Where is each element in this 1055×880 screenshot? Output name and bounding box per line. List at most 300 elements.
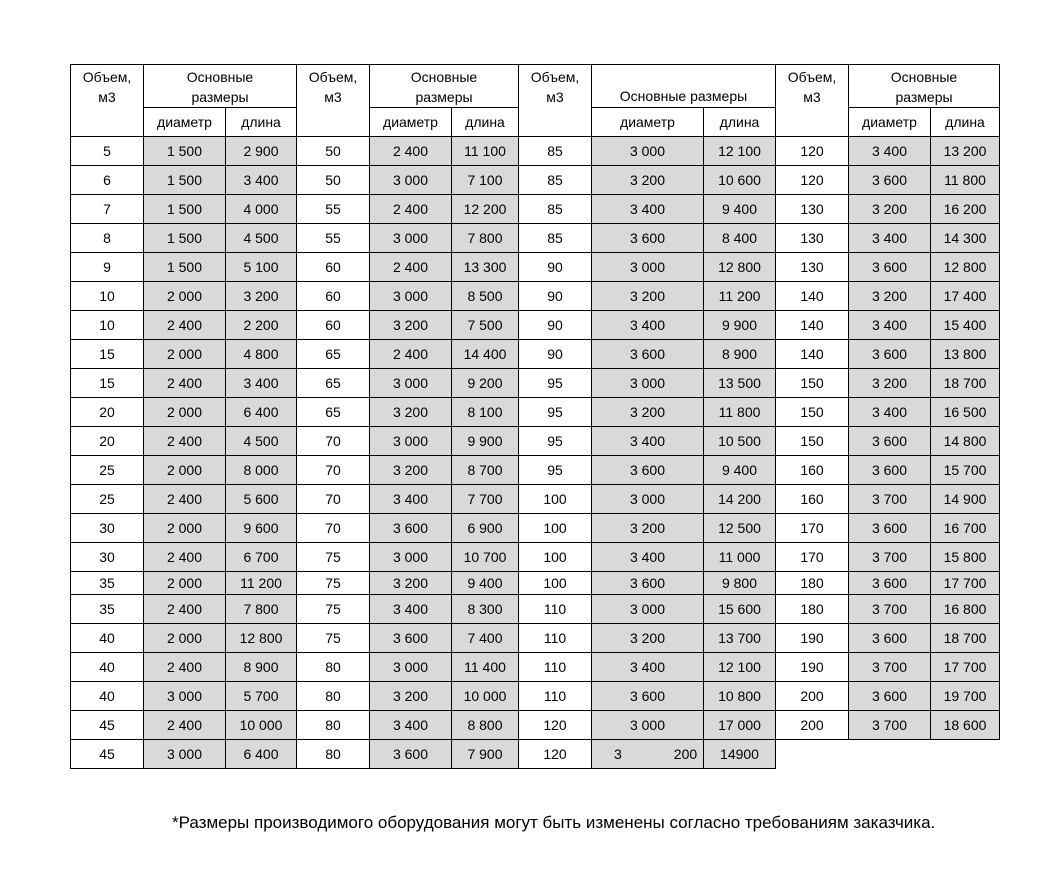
diameter-cell: 3 200 bbox=[849, 282, 931, 311]
volume-cell: 110 bbox=[519, 653, 592, 682]
volume-cell: 10 bbox=[71, 311, 144, 340]
table-row bbox=[71, 195, 1000, 224]
volume-cell: 100 bbox=[519, 485, 592, 514]
diameter-cell: 3 700 bbox=[849, 485, 931, 514]
volume-cell: 95 bbox=[519, 427, 592, 456]
header-main-sizes: Основные размеры bbox=[849, 65, 1000, 108]
volume-cell: 70 bbox=[297, 514, 370, 543]
length-cell: 18 700 bbox=[931, 624, 1000, 653]
diameter-cell: 3 000 bbox=[370, 653, 452, 682]
volume-cell: 170 bbox=[776, 543, 849, 572]
diameter-cell: 3 400 bbox=[370, 711, 452, 740]
volume-cell: 60 bbox=[297, 282, 370, 311]
diameter-cell: 3 600 bbox=[849, 514, 931, 543]
volume-cell: 95 bbox=[519, 456, 592, 485]
table-row bbox=[71, 682, 1000, 711]
table-row bbox=[71, 740, 1000, 769]
length-cell: 4 500 bbox=[226, 427, 297, 456]
volume-cell: 110 bbox=[519, 682, 592, 711]
length-cell: 11 800 bbox=[931, 166, 1000, 195]
length-cell: 12 800 bbox=[226, 624, 297, 653]
length-cell: 16 800 bbox=[931, 595, 1000, 624]
header-volume: Объем, м3 bbox=[519, 65, 592, 137]
dimensions-table bbox=[70, 64, 1000, 769]
header-length: длина bbox=[931, 108, 1000, 137]
volume-cell: 150 bbox=[776, 369, 849, 398]
length-cell: 8 400 bbox=[704, 224, 776, 253]
diameter-cell: 3 400 bbox=[849, 398, 931, 427]
length-cell: 7 100 bbox=[452, 166, 519, 195]
volume-cell: 75 bbox=[297, 624, 370, 653]
length-cell: 17 700 bbox=[931, 653, 1000, 682]
volume-cell: 85 bbox=[519, 195, 592, 224]
table-row bbox=[71, 514, 1000, 543]
diameter-cell: 3 600 bbox=[849, 572, 931, 595]
volume-cell: 170 bbox=[776, 514, 849, 543]
diameter-cell: 3 600 bbox=[592, 682, 704, 711]
diameter-cell: 2 400 bbox=[144, 485, 226, 514]
volume-cell: 90 bbox=[519, 253, 592, 282]
table-row bbox=[71, 253, 1000, 282]
diameter-cell: 3 200 bbox=[370, 311, 452, 340]
diameter-cell: 3 200 bbox=[592, 624, 704, 653]
length-cell: 2 900 bbox=[226, 137, 297, 166]
volume-cell: 100 bbox=[519, 543, 592, 572]
diameter-cell: 3 400 bbox=[592, 543, 704, 572]
empty-cell bbox=[849, 740, 931, 769]
diameter-cell: 3 000 bbox=[592, 595, 704, 624]
volume-cell: 120 bbox=[776, 166, 849, 195]
length-cell: 8 900 bbox=[226, 653, 297, 682]
volume-cell: 20 bbox=[71, 427, 144, 456]
header-volume: Объем, м3 bbox=[776, 65, 849, 137]
length-cell: 6 700 bbox=[226, 543, 297, 572]
diameter-cell: 3 600 bbox=[592, 340, 704, 369]
length-cell: 12 200 bbox=[452, 195, 519, 224]
length-cell: 15 400 bbox=[931, 311, 1000, 340]
diameter-cell: 3 600 bbox=[592, 456, 704, 485]
diameter-cell: 3 600 bbox=[592, 224, 704, 253]
diameter-cell: 2 000 bbox=[144, 456, 226, 485]
length-cell: 17 000 bbox=[704, 711, 776, 740]
diameter-cell: 3 000 bbox=[592, 485, 704, 514]
diameter-cell: 3 000 bbox=[370, 282, 452, 311]
diameter-cell: 3 700 bbox=[849, 595, 931, 624]
diameter-cell: 3 000 bbox=[144, 740, 226, 769]
footnote: *Размеры производимого оборудования могут быть изменены согласно требованиям заказчика. bbox=[172, 813, 936, 832]
length-cell: 4 800 bbox=[226, 340, 297, 369]
volume-cell: 90 bbox=[519, 282, 592, 311]
volume-cell: 85 bbox=[519, 166, 592, 195]
diameter-cell: 2 400 bbox=[370, 340, 452, 369]
diameter-cell: 3 000 bbox=[370, 369, 452, 398]
volume-cell: 85 bbox=[519, 137, 592, 166]
length-cell: 6 900 bbox=[452, 514, 519, 543]
diameter-cell: 2 400 bbox=[144, 427, 226, 456]
diameter-cell: 3 400 bbox=[370, 485, 452, 514]
volume-cell: 95 bbox=[519, 398, 592, 427]
volume-cell: 70 bbox=[297, 485, 370, 514]
volume-cell: 55 bbox=[297, 224, 370, 253]
volume-cell: 30 bbox=[71, 543, 144, 572]
volume-cell: 25 bbox=[71, 456, 144, 485]
volume-cell: 40 bbox=[71, 624, 144, 653]
diameter-cell: 2 400 bbox=[144, 543, 226, 572]
diameter-cell: 2 000 bbox=[144, 514, 226, 543]
volume-cell: 40 bbox=[71, 653, 144, 682]
volume-cell: 9 bbox=[71, 253, 144, 282]
diameter-cell: 2 400 bbox=[144, 369, 226, 398]
length-cell: 8 100 bbox=[452, 398, 519, 427]
volume-cell: 120 bbox=[519, 711, 592, 740]
length-cell: 13 800 bbox=[931, 340, 1000, 369]
diameter-cell: 2 400 bbox=[370, 253, 452, 282]
table-row bbox=[71, 398, 1000, 427]
volume-cell: 160 bbox=[776, 456, 849, 485]
diameter-cell: 2 400 bbox=[144, 653, 226, 682]
diameter-cell: 3 400 bbox=[370, 595, 452, 624]
length-cell: 9 600 bbox=[226, 514, 297, 543]
table-row bbox=[71, 595, 1000, 624]
diameter-cell: 3 000 bbox=[592, 137, 704, 166]
volume-cell: 200 bbox=[776, 682, 849, 711]
diameter-cell: 3 000 bbox=[592, 711, 704, 740]
length-cell: 18 700 bbox=[931, 369, 1000, 398]
diameter-cell: 1 500 bbox=[144, 195, 226, 224]
length-cell: 7 800 bbox=[226, 595, 297, 624]
diameter-cell: 3 700 bbox=[849, 653, 931, 682]
diameter-cell: 3 600 bbox=[849, 624, 931, 653]
volume-cell: 40 bbox=[71, 682, 144, 711]
length-cell: 8 000 bbox=[226, 456, 297, 485]
volume-cell: 5 bbox=[71, 137, 144, 166]
diameter-cell: 2 000 bbox=[144, 340, 226, 369]
diameter-cell: 3 600 bbox=[849, 456, 931, 485]
length-cell: 9 400 bbox=[704, 456, 776, 485]
diameter-cell: 2 000 bbox=[144, 624, 226, 653]
table-row bbox=[71, 369, 1000, 398]
volume-cell: 45 bbox=[71, 711, 144, 740]
length-cell: 8 700 bbox=[452, 456, 519, 485]
volume-cell: 95 bbox=[519, 369, 592, 398]
table-row bbox=[71, 137, 1000, 166]
header-diameter: диаметр bbox=[144, 108, 226, 137]
volume-cell: 110 bbox=[519, 595, 592, 624]
length-cell: 2 200 bbox=[226, 311, 297, 340]
length-cell: 7 500 bbox=[452, 311, 519, 340]
diameter-cell: 3 600 bbox=[592, 572, 704, 595]
length-cell: 9 400 bbox=[452, 572, 519, 595]
header-main-sizes: Основные размеры bbox=[592, 65, 776, 108]
length-cell: 14 200 bbox=[704, 485, 776, 514]
diameter-cell: 3 200 bbox=[370, 572, 452, 595]
length-cell: 5 600 bbox=[226, 485, 297, 514]
length-cell: 17 700 bbox=[931, 572, 1000, 595]
volume-cell: 200 bbox=[776, 711, 849, 740]
length-cell: 10 700 bbox=[452, 543, 519, 572]
length-cell: 16 500 bbox=[931, 398, 1000, 427]
diameter-cell: 3 000 bbox=[370, 427, 452, 456]
header-main-sizes: Основные размеры bbox=[370, 65, 519, 108]
diameter-cell: 3 000 bbox=[592, 369, 704, 398]
volume-cell: 120 bbox=[519, 740, 592, 769]
diameter-cell: 3 000 bbox=[370, 224, 452, 253]
diameter-cell: 1 500 bbox=[144, 137, 226, 166]
diameter-cell: 1 500 bbox=[144, 224, 226, 253]
table-row bbox=[71, 653, 1000, 682]
diameter-cell: 2 000 bbox=[144, 282, 226, 311]
volume-cell: 25 bbox=[71, 485, 144, 514]
volume-cell: 55 bbox=[297, 195, 370, 224]
volume-cell: 85 bbox=[519, 224, 592, 253]
length-cell: 18 600 bbox=[931, 711, 1000, 740]
empty-cell bbox=[776, 740, 849, 769]
length-cell: 13 700 bbox=[704, 624, 776, 653]
length-cell: 7 700 bbox=[452, 485, 519, 514]
volume-cell: 35 bbox=[71, 595, 144, 624]
volume-cell: 60 bbox=[297, 311, 370, 340]
volume-cell: 180 bbox=[776, 595, 849, 624]
volume-cell: 150 bbox=[776, 398, 849, 427]
diameter-cell: 3 400 bbox=[592, 427, 704, 456]
volume-cell: 80 bbox=[297, 653, 370, 682]
diameter-cell: 3 600 bbox=[370, 740, 452, 769]
volume-cell: 6 bbox=[71, 166, 144, 195]
diameter-cell: 3 600 bbox=[849, 340, 931, 369]
length-cell: 13 300 bbox=[452, 253, 519, 282]
diameter-cell: 3 200 bbox=[849, 369, 931, 398]
diameter-cell: 3 000 bbox=[144, 682, 226, 711]
diameter-cell: 3 600 bbox=[370, 514, 452, 543]
diameter-cell: 3 200 bbox=[592, 282, 704, 311]
header-main-sizes: Основные размеры bbox=[144, 65, 297, 108]
volume-cell: 90 bbox=[519, 340, 592, 369]
table-row bbox=[71, 340, 1000, 369]
length-cell: 10 000 bbox=[452, 682, 519, 711]
table-row bbox=[71, 485, 1000, 514]
length-cell: 11 200 bbox=[704, 282, 776, 311]
table-row bbox=[71, 543, 1000, 572]
diameter-cell: 3 400 bbox=[849, 224, 931, 253]
volume-cell: 160 bbox=[776, 485, 849, 514]
table-row bbox=[71, 282, 1000, 311]
volume-cell: 180 bbox=[776, 572, 849, 595]
volume-cell: 150 bbox=[776, 427, 849, 456]
length-cell: 16 200 bbox=[931, 195, 1000, 224]
table-row bbox=[71, 572, 1000, 595]
header-row-top bbox=[71, 65, 1000, 108]
length-cell: 7 400 bbox=[452, 624, 519, 653]
length-cell: 15 700 bbox=[931, 456, 1000, 485]
length-cell: 9 200 bbox=[452, 369, 519, 398]
diameter-cell: 3 400 bbox=[849, 311, 931, 340]
length-cell: 12 800 bbox=[931, 253, 1000, 282]
length-cell: 9 900 bbox=[452, 427, 519, 456]
length-cell: 11 000 bbox=[704, 543, 776, 572]
volume-cell: 130 bbox=[776, 195, 849, 224]
length-cell: 3 400 bbox=[226, 369, 297, 398]
diameter-cell: 1 500 bbox=[144, 166, 226, 195]
header-diameter: диаметр bbox=[370, 108, 452, 137]
diameter-cell: 3 200 bbox=[370, 398, 452, 427]
volume-cell: 140 bbox=[776, 282, 849, 311]
length-cell: 3 200 bbox=[226, 282, 297, 311]
diameter-cell: 3 000 bbox=[592, 253, 704, 282]
length-cell: 10 600 bbox=[704, 166, 776, 195]
volume-cell: 80 bbox=[297, 682, 370, 711]
diameter-cell: 3 700 bbox=[849, 711, 931, 740]
length-cell: 15 800 bbox=[931, 543, 1000, 572]
diameter-cell: 3 400 bbox=[592, 653, 704, 682]
length-cell: 12 100 bbox=[704, 653, 776, 682]
volume-cell: 120 bbox=[776, 137, 849, 166]
volume-cell: 10 bbox=[71, 282, 144, 311]
length-cell: 19 700 bbox=[931, 682, 1000, 711]
length-cell: 9 400 bbox=[704, 195, 776, 224]
diameter-cell: 3 600 bbox=[849, 253, 931, 282]
volume-cell: 75 bbox=[297, 543, 370, 572]
volume-cell: 140 bbox=[776, 340, 849, 369]
length-cell: 14900 bbox=[704, 740, 776, 769]
header-length: длина bbox=[226, 108, 297, 137]
length-cell: 14 400 bbox=[452, 340, 519, 369]
length-cell: 7 800 bbox=[452, 224, 519, 253]
diameter-cell: 3 200 bbox=[592, 166, 704, 195]
length-cell: 16 700 bbox=[931, 514, 1000, 543]
length-cell: 8 800 bbox=[452, 711, 519, 740]
length-cell: 4 500 bbox=[226, 224, 297, 253]
length-cell: 15 600 bbox=[704, 595, 776, 624]
header-diameter: диаметр bbox=[592, 108, 704, 137]
volume-cell: 60 bbox=[297, 253, 370, 282]
diameter-cell: 3 200 bbox=[849, 195, 931, 224]
volume-cell: 130 bbox=[776, 224, 849, 253]
diameter-cell: 3 600 bbox=[370, 624, 452, 653]
volume-cell: 100 bbox=[519, 514, 592, 543]
length-cell: 12 100 bbox=[704, 137, 776, 166]
diameter-cell: 3 400 bbox=[592, 311, 704, 340]
length-cell: 11 800 bbox=[704, 398, 776, 427]
diameter-cell: 3 600 bbox=[849, 427, 931, 456]
volume-cell: 110 bbox=[519, 624, 592, 653]
header-diameter: диаметр bbox=[849, 108, 931, 137]
table-row bbox=[71, 224, 1000, 253]
length-cell: 12 800 bbox=[704, 253, 776, 282]
header-volume: Объем, м3 bbox=[297, 65, 370, 137]
diameter-cell: 3 700 bbox=[849, 543, 931, 572]
diameter-cell: 3 200 bbox=[370, 456, 452, 485]
table-row bbox=[71, 427, 1000, 456]
length-cell: 3 400 bbox=[226, 166, 297, 195]
diameter-cell: 3 200 bbox=[592, 398, 704, 427]
volume-cell: 50 bbox=[297, 137, 370, 166]
volume-cell: 80 bbox=[297, 711, 370, 740]
table-row bbox=[71, 166, 1000, 195]
volume-cell: 75 bbox=[297, 572, 370, 595]
volume-cell: 45 bbox=[71, 740, 144, 769]
volume-cell: 15 bbox=[71, 340, 144, 369]
volume-cell: 20 bbox=[71, 398, 144, 427]
diameter-cell: 2 000 bbox=[144, 398, 226, 427]
diameter-cell: 2 400 bbox=[370, 195, 452, 224]
diameter-cell: 3 200 bbox=[370, 682, 452, 711]
volume-cell: 35 bbox=[71, 572, 144, 595]
diameter-cell: 3 200 bbox=[592, 740, 704, 769]
length-cell: 14 300 bbox=[931, 224, 1000, 253]
diameter-cell: 3 000 bbox=[370, 166, 452, 195]
length-cell: 5 700 bbox=[226, 682, 297, 711]
volume-cell: 50 bbox=[297, 166, 370, 195]
volume-cell: 80 bbox=[297, 740, 370, 769]
diameter-cell: 2 400 bbox=[144, 595, 226, 624]
volume-cell: 190 bbox=[776, 624, 849, 653]
diameter-cell: 2 000 bbox=[144, 572, 226, 595]
header-volume: Объем, м3 bbox=[71, 65, 144, 137]
length-cell: 7 900 bbox=[452, 740, 519, 769]
volume-cell: 65 bbox=[297, 369, 370, 398]
length-cell: 12 500 bbox=[704, 514, 776, 543]
volume-cell: 70 bbox=[297, 456, 370, 485]
length-cell: 13 200 bbox=[931, 137, 1000, 166]
volume-cell: 30 bbox=[71, 514, 144, 543]
diameter-cell: 3 200 bbox=[592, 514, 704, 543]
length-cell: 9 800 bbox=[704, 572, 776, 595]
diameter-cell: 2 400 bbox=[144, 711, 226, 740]
volume-cell: 65 bbox=[297, 340, 370, 369]
length-cell: 9 900 bbox=[704, 311, 776, 340]
length-cell: 8 500 bbox=[452, 282, 519, 311]
volume-cell: 65 bbox=[297, 398, 370, 427]
volume-cell: 190 bbox=[776, 653, 849, 682]
volume-cell: 90 bbox=[519, 311, 592, 340]
diameter-cell: 2 400 bbox=[144, 311, 226, 340]
volume-cell: 7 bbox=[71, 195, 144, 224]
diameter-cell: 2 400 bbox=[370, 137, 452, 166]
header-length: длина bbox=[704, 108, 776, 137]
volume-cell: 100 bbox=[519, 572, 592, 595]
table-row bbox=[71, 624, 1000, 653]
diameter-cell: 1 500 bbox=[144, 253, 226, 282]
length-cell: 10 800 bbox=[704, 682, 776, 711]
volume-cell: 15 bbox=[71, 369, 144, 398]
volume-cell: 130 bbox=[776, 253, 849, 282]
length-cell: 11 400 bbox=[452, 653, 519, 682]
volume-cell: 75 bbox=[297, 595, 370, 624]
length-cell: 17 400 bbox=[931, 282, 1000, 311]
diameter-cell: 3 600 bbox=[849, 166, 931, 195]
diameter-cell: 3 400 bbox=[849, 137, 931, 166]
length-cell: 5 100 bbox=[226, 253, 297, 282]
diameter-cell: 3 600 bbox=[849, 682, 931, 711]
empty-cell bbox=[931, 740, 1000, 769]
length-cell: 4 000 bbox=[226, 195, 297, 224]
volume-cell: 8 bbox=[71, 224, 144, 253]
length-cell: 6 400 bbox=[226, 398, 297, 427]
diameter-cell: 3 400 bbox=[592, 195, 704, 224]
length-cell: 8 300 bbox=[452, 595, 519, 624]
volume-cell: 140 bbox=[776, 311, 849, 340]
table-row bbox=[71, 456, 1000, 485]
diameter-cell: 3 000 bbox=[370, 543, 452, 572]
length-cell: 11 100 bbox=[452, 137, 519, 166]
length-cell: 14 800 bbox=[931, 427, 1000, 456]
length-cell: 13 500 bbox=[704, 369, 776, 398]
length-cell: 14 900 bbox=[931, 485, 1000, 514]
volume-cell: 70 bbox=[297, 427, 370, 456]
table-row bbox=[71, 711, 1000, 740]
table-row bbox=[71, 311, 1000, 340]
header-length: длина bbox=[452, 108, 519, 137]
